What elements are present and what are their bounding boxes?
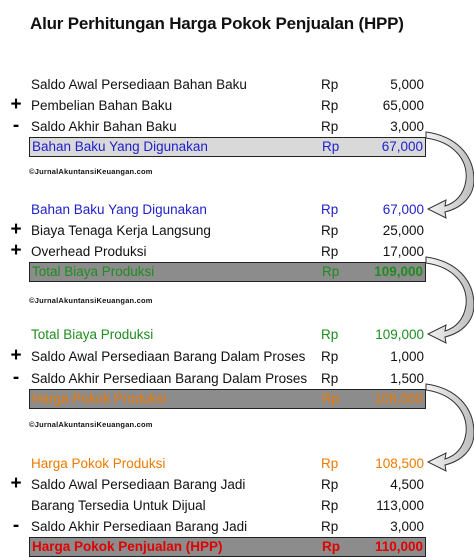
amount: 67,000 [382, 202, 424, 217]
currency: Rp [321, 349, 339, 364]
line-label: Saldo Akhir Persediaan Barang Dalam Proses [31, 371, 308, 386]
total-label: Bahan Baku Yang Digunakan [32, 139, 208, 154]
currency: Rp [321, 498, 339, 513]
s3-total-row [29, 389, 426, 409]
s3-row-1 [0, 324, 474, 345]
line-label: Overhead Produksi [31, 244, 147, 259]
line-label: Biaya Tenaga Kerja Langsung [31, 223, 211, 238]
s1-total-row [29, 137, 426, 157]
watermark-credit: ©JurnalAkuntansiKeuangan.com [29, 167, 153, 176]
currency: Rp [321, 519, 339, 534]
line-label: Barang Tersedia Untuk Dijual [31, 498, 206, 513]
currency: Rp [321, 244, 339, 259]
plus-operator: + [10, 473, 22, 494]
currency: Rp [321, 77, 339, 92]
total-label: Harga Pokok Penjualan (HPP) [32, 539, 223, 554]
line-label: Bahan Baku Yang Digunakan [31, 202, 207, 217]
amount: 65,000 [382, 98, 424, 113]
currency: Rp [322, 264, 340, 279]
line-label: Saldo Awal Persediaan Bahan Baku [31, 77, 247, 92]
currency: Rp [321, 327, 339, 342]
line-label: Saldo Akhir Bahan Baku [31, 119, 177, 134]
amount: 1,000 [390, 349, 424, 364]
s4-row-3 [0, 495, 474, 516]
currency: Rp [322, 539, 340, 554]
plus-operator: + [10, 219, 22, 240]
total-label: Total Biaya Produksi [32, 264, 155, 279]
total-amount: 67,000 [381, 139, 423, 154]
line-label: Saldo Awal Persediaan Barang Dalam Proses [31, 349, 306, 364]
line-label: Saldo Akhir Persediaan Barang Jadi [31, 519, 248, 534]
s4-row-4 [0, 516, 474, 537]
line-label: Harga Pokok Produksi [31, 456, 166, 471]
amount: 3,000 [390, 119, 424, 134]
currency: Rp [321, 119, 339, 134]
total-amount: 108,500 [374, 391, 423, 406]
total-amount: 110,000 [374, 539, 423, 554]
minus-operator: - [12, 367, 20, 388]
currency: Rp [321, 477, 339, 492]
s1-row-2 [0, 95, 474, 116]
currency: Rp [321, 371, 339, 386]
amount: 3,000 [390, 519, 424, 534]
amount: 1,500 [390, 371, 424, 386]
s4-row-1 [0, 453, 474, 474]
s1-row-3 [0, 116, 474, 137]
minus-operator: - [12, 515, 20, 536]
watermark-credit: ©JurnalAkuntansiKeuangan.com [29, 296, 153, 305]
s2-total-row [29, 262, 426, 282]
currency: Rp [321, 223, 339, 238]
s1-row-1 [0, 74, 474, 95]
plus-operator: + [10, 94, 22, 115]
amount: 109,000 [375, 327, 424, 342]
line-label: Pembelian Bahan Baku [31, 98, 173, 113]
amount: 17,000 [382, 244, 424, 259]
minus-operator: - [12, 115, 20, 136]
currency: Rp [321, 456, 339, 471]
s2-row-3 [0, 241, 474, 262]
s4-row-2 [0, 474, 474, 495]
page-title: Alur Perhitungan Harga Pokok Penjualan (HPP) [30, 14, 404, 33]
amount: 5,000 [390, 77, 424, 92]
line-label: Total Biaya Produksi [31, 327, 154, 342]
watermark-credit: ©JurnalAkuntansiKeuangan.com [29, 420, 153, 429]
amount: 4,500 [390, 477, 424, 492]
currency: Rp [321, 98, 339, 113]
currency: Rp [321, 202, 339, 217]
amount: 113,000 [376, 498, 424, 513]
total-amount: 109,000 [374, 264, 423, 279]
s3-row-2 [0, 346, 474, 367]
amount: 25,000 [382, 223, 424, 238]
plus-operator: + [10, 345, 22, 366]
s2-row-2 [0, 220, 474, 241]
amount: 108,500 [375, 456, 424, 471]
s3-row-3 [0, 368, 474, 389]
total-label: Harga Pokok Produksi [32, 391, 167, 406]
s2-row-1 [0, 199, 474, 220]
currency: Rp [322, 139, 340, 154]
plus-operator: + [10, 240, 22, 261]
line-label: Saldo Awal Persediaan Barang Jadi [31, 477, 246, 492]
s4-total-row [29, 537, 426, 557]
currency: Rp [322, 391, 340, 406]
